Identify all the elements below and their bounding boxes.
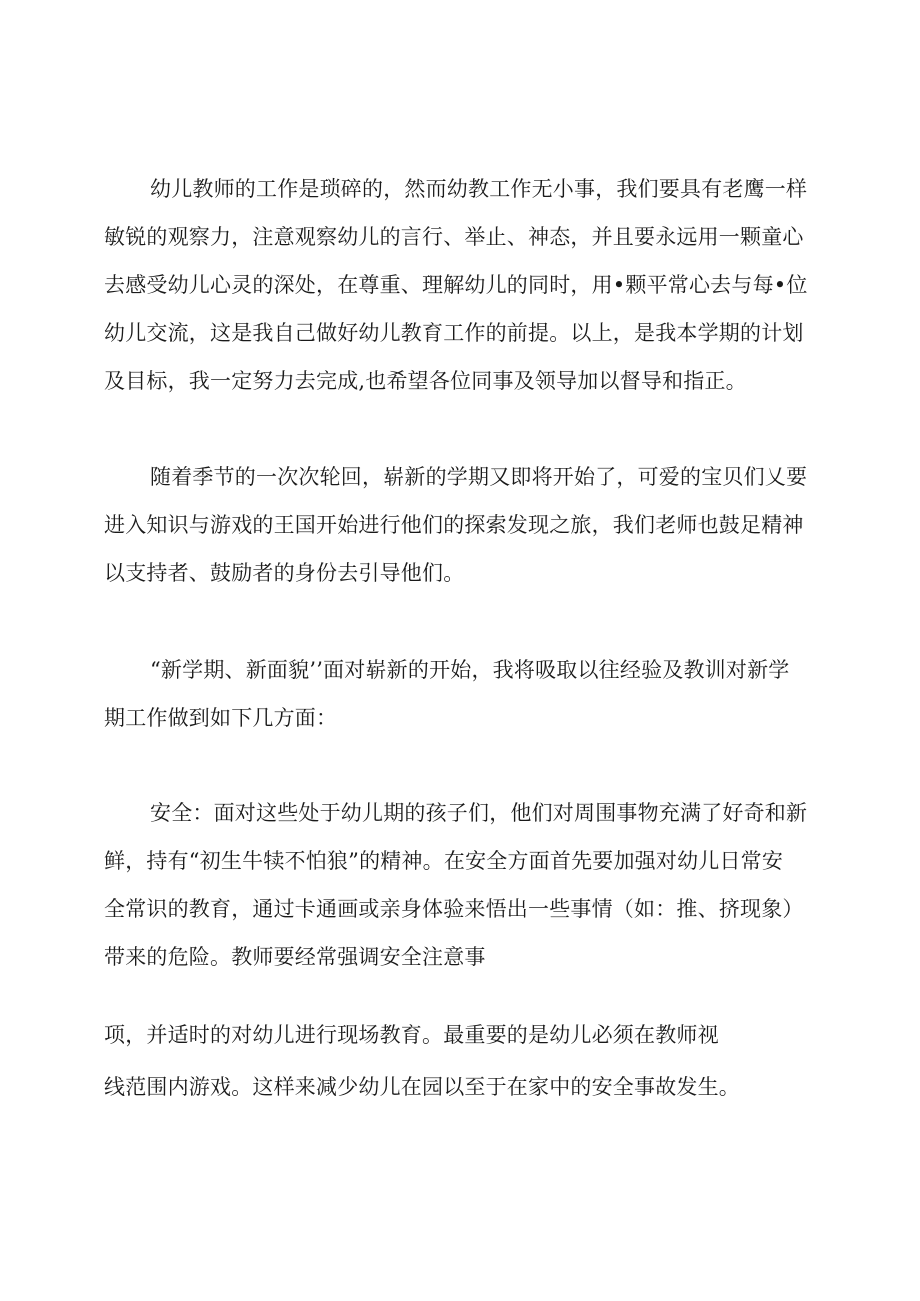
paragraph-line: 项，并适时的对幼儿进行现场教育。最重要的是幼儿必须在教师视 <box>104 1023 719 1047</box>
paragraph-line: 随着季节的一次次轮回，崭新的学期又即将开始了，可爱的宝贝们乂要 <box>150 465 808 489</box>
paragraph-line: 进入知识与游戏的王国开始进行他们的探索发现之旅，我们老师也鼓足精神 <box>104 513 804 537</box>
paragraph-line: 以支持者、鼓励者的身份去引导他们。 <box>104 561 465 585</box>
paragraph-line: 敏锐的观察力，注意观察幼儿的言行、举止、神态，并且要永远用一颗童心 <box>104 225 804 249</box>
paragraph-line: 线范围内游戏。这样来减少幼儿在园以至于在家中的安全事故发生。 <box>104 1075 740 1099</box>
paragraph-line: 鲜，持有“初生牛犊不怕狼”的精神。在安全方面首先要加强对幼儿日常安 <box>104 849 784 873</box>
paragraph-line: 及目标，我一定努力去完成,也希望各位同事及领导加以督导和指正。 <box>104 369 747 393</box>
paragraph-line: 期工作做到如下几方面： <box>104 706 338 730</box>
paragraph-line: 去感受幼儿心灵的深处，在尊重、理解幼儿的同时，用•颗平常心去与每•位 <box>104 273 808 297</box>
paragraph-line: 幼儿教师的工作是琐碎的，然而幼教工作无小事，我们要具有老鹰一样 <box>150 177 808 201</box>
paragraph-line: 全常识的教育，通过卡通画或亲身体验来悟出一些事情（如：推、挤现象） <box>104 897 804 921</box>
paragraph-line: 安全：面对这些处于幼儿期的孩子们，他们对周围事物充满了好奇和新 <box>150 801 808 825</box>
paragraph-line: 幼儿交流，这是我自己做好幼儿教育工作的前提。以上，是我本学期的计划 <box>104 321 804 345</box>
paragraph-line: “新学期、新面貌’’面对崭新的开始，我将吸取以往经验及教训对新学 <box>150 658 790 682</box>
paragraph-line: 带来的危险。教师要经常强调安全注意事 <box>104 945 486 969</box>
